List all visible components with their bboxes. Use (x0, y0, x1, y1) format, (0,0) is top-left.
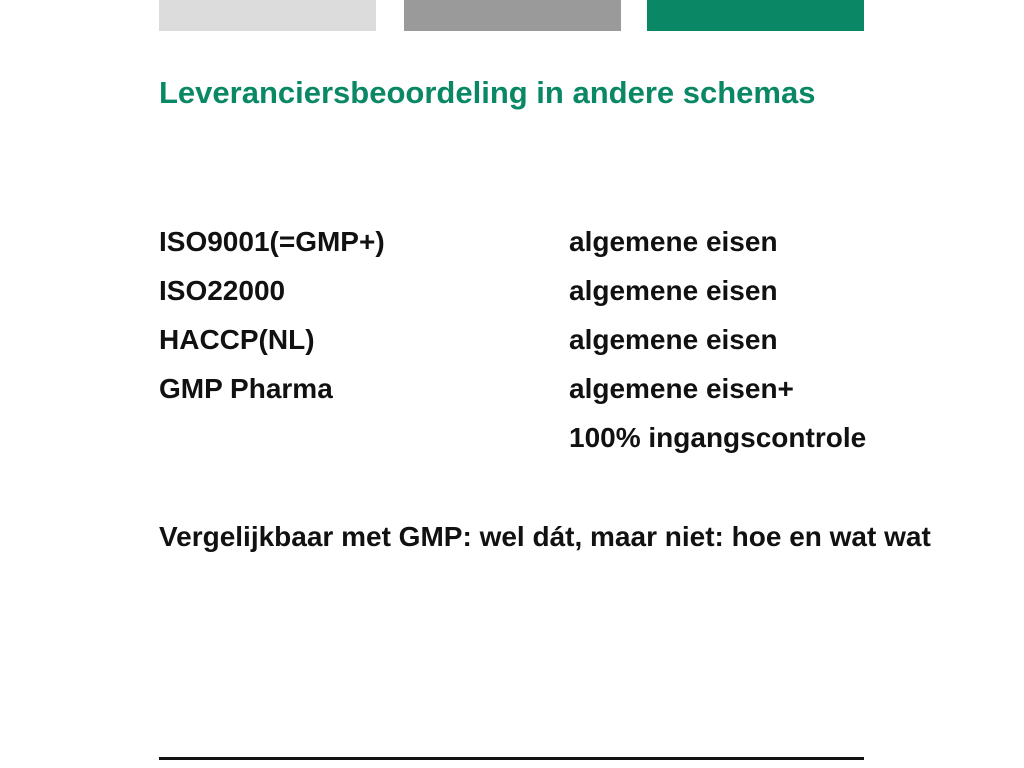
schema-requirement: 100% ingangscontrole (569, 422, 867, 453)
conclusion-text: Vergelijkbaar met GMP: wel dát, maar niet: hoe en wat wat (159, 521, 931, 552)
schema-name: GMP Pharma (159, 373, 333, 404)
schema-requirement: algemene eisen (569, 226, 778, 257)
header-bar-light (159, 0, 376, 31)
header-bar-green (647, 0, 864, 31)
schema-name: ISO9001(=GMP+) (159, 226, 385, 257)
footer-rule (159, 757, 864, 760)
schema-requirement: algemene eisen+ (569, 373, 794, 404)
schema-row (159, 269, 979, 318)
schema-name: HACCP(NL) (159, 324, 315, 355)
schema-requirement: algemene eisen (569, 324, 778, 355)
schema-name: ISO22000 (159, 275, 286, 306)
header-bar-gray (404, 0, 621, 31)
schema-requirement: algemene eisen (569, 275, 778, 306)
schema-row (159, 220, 979, 269)
slide-title: Leveranciersbeoordeling in andere schemas (159, 75, 816, 110)
schema-row (159, 367, 979, 416)
schema-list (159, 220, 979, 465)
schema-row (159, 318, 979, 367)
schema-row (159, 416, 979, 465)
